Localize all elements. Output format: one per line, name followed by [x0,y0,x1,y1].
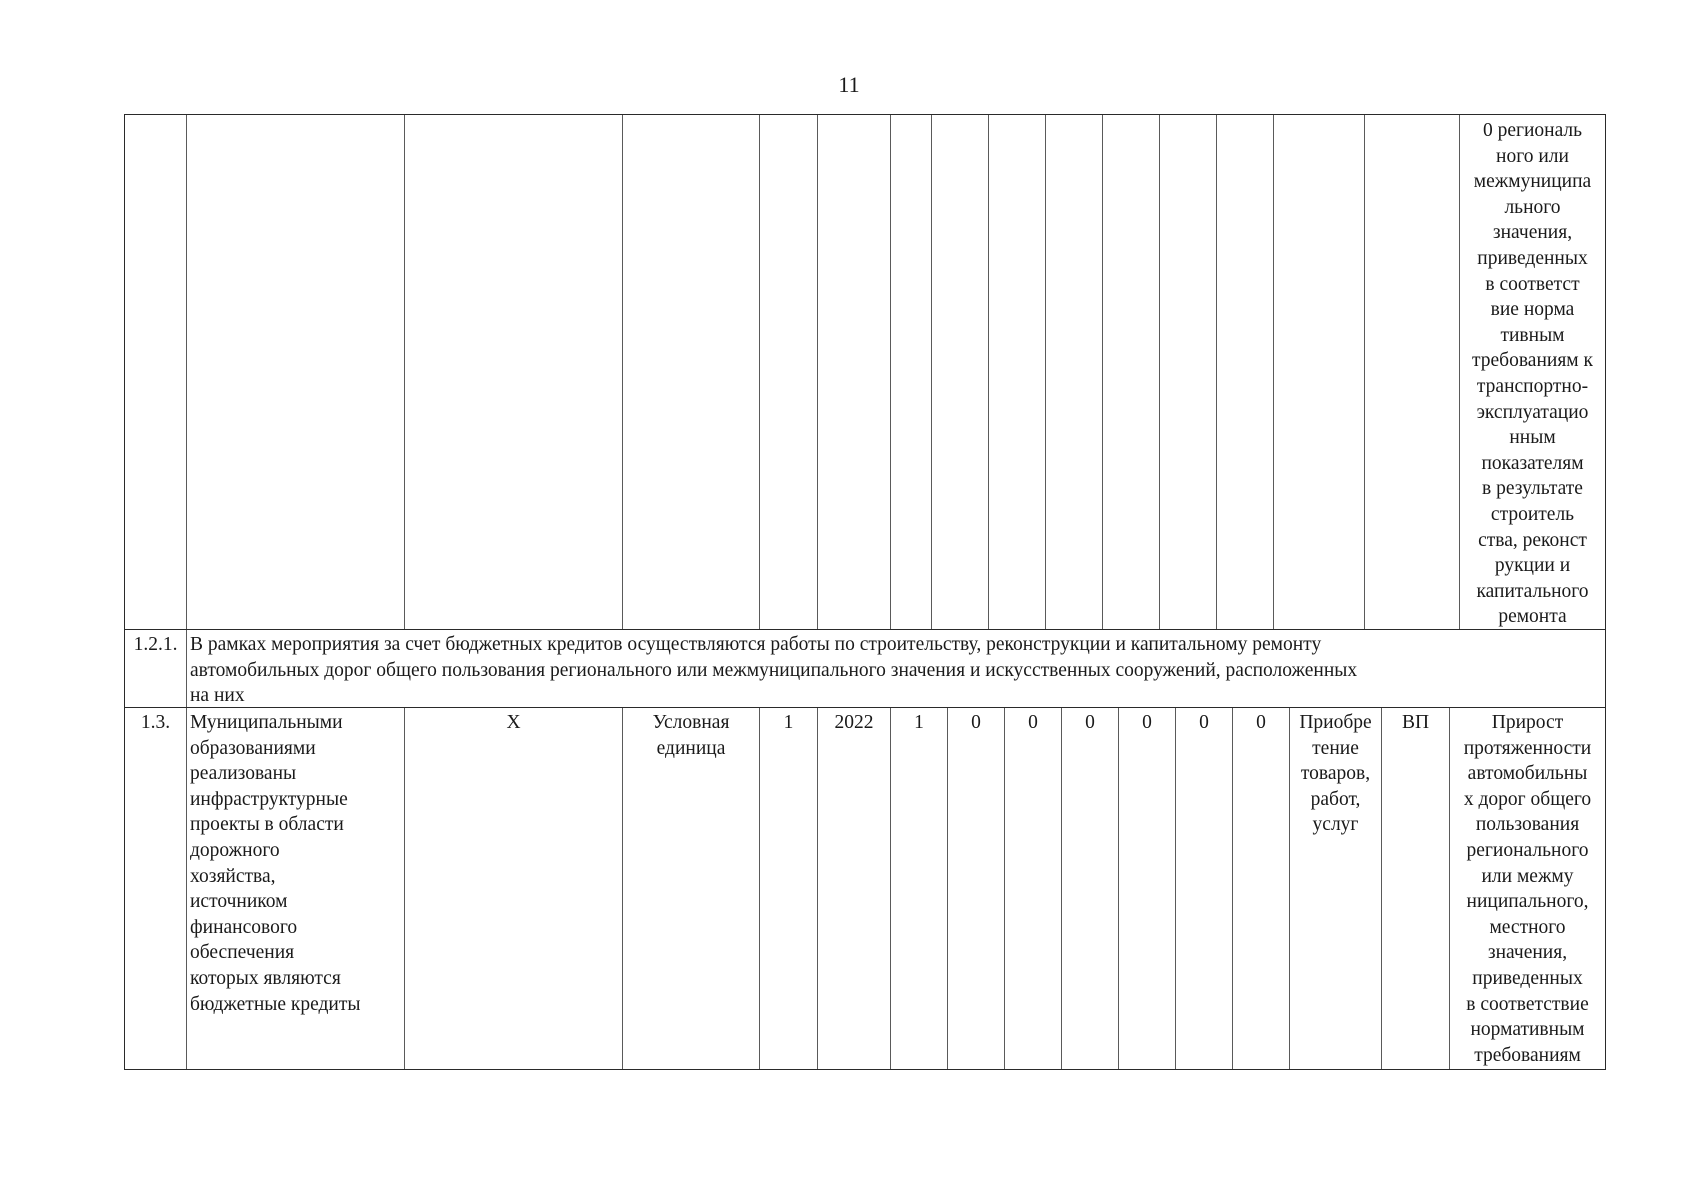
result-line: эксплуатацио [1476,401,1589,423]
description-line: автомобильных дорог общего пользования регионального или межмуниципального значения и искусственных сооружений, расположенных [190,659,1358,681]
name-line: реализованы [190,763,297,785]
cell-code [1365,115,1460,629]
result-line: х дорог общего [1463,788,1592,810]
name-line: финансового [190,916,298,938]
cell-type [1274,115,1365,629]
table-row-1-2-1 [124,630,1606,708]
name-line: источником [190,891,288,913]
cell-year-4 [1046,115,1103,629]
result-line: показателям [1481,452,1584,474]
row-number: 1.2.1. [125,630,187,707]
result-line: тивным [1500,324,1565,346]
result-line: значения, [1492,222,1573,244]
result-line: пользования [1475,814,1580,836]
result-line: нормативным [1470,1019,1585,1041]
result-line: ремонта [1498,606,1567,628]
name-line: бюджетные кредиты [190,993,361,1015]
cell-year-value: 0 [1005,708,1062,1069]
result-line: строитель [1490,503,1575,525]
cell-result [1460,115,1605,629]
result-line: протяженности [1463,737,1592,759]
cell-col3: Х [405,708,623,1069]
name-line: дорожного [190,839,280,861]
cell-year-1 [891,115,932,629]
table-row-1-3 [124,708,1606,1070]
result-line: требованиям к [1472,350,1593,372]
cell-year-3 [989,115,1046,629]
result-line: ства, реконст [1478,529,1587,551]
name-line: образованиями [190,737,316,759]
cell-name [187,115,405,629]
result-line: льного [1504,196,1561,218]
result-line: нным [1509,427,1556,449]
result-line: капитального [1476,580,1589,602]
name-line: хозяйства, [190,865,276,887]
name-line: инфраструктурные [190,788,348,810]
cell-type [1290,708,1382,1069]
cell-unit [623,115,760,629]
description-line: В рамках мероприятия за счет бюджетных кредитов осуществляются работы по строительству, реконструкции и капитальному ремонту [190,634,1322,655]
name-line: Муниципальными [190,712,343,733]
result-line: приведенных [1472,967,1583,989]
cell-unit [623,708,760,1069]
cell-year-6 [1160,115,1217,629]
result-line: приведенных [1477,247,1588,269]
type-line: тение [1312,737,1359,759]
cell-base-value [760,115,818,629]
type-line: товаров, [1300,763,1371,785]
result-line: регионального [1466,839,1589,861]
result-line: в соответствие [1466,993,1589,1015]
result-line: в результате [1482,478,1583,500]
unit-line: Условная [652,712,730,733]
result-line: вие норма [1490,299,1575,321]
description-line: на них [190,685,245,707]
page-number: 11 [838,72,860,97]
result-line: 0 региональ [1482,120,1583,141]
row-number: 1.3. [125,708,187,1069]
name-line: обеспечения [190,942,295,964]
result-line: в соответст [1485,273,1580,295]
result-line: требованиям [1474,1044,1581,1066]
cell-base-year [818,115,891,629]
cell-base-value: 1 [760,708,818,1069]
cell-year-value: 0 [1119,708,1176,1069]
cell-number [125,115,187,629]
result-line: значения, [1487,942,1568,964]
cell-result [1450,708,1605,1069]
result-line: местного [1489,916,1566,938]
result-line: межмуниципа [1473,171,1592,193]
result-line: рукции и [1494,555,1571,577]
result-line: Прирост [1491,712,1564,733]
row-description [187,630,1605,707]
cell-year-value: 0 [1233,708,1290,1069]
cell-col3 [405,115,623,629]
indicators-table [124,114,1606,1070]
cell-year-2 [932,115,989,629]
type-line: работ, [1310,788,1361,810]
cell-year-7 [1217,115,1274,629]
name-line: которых являются [190,967,341,989]
unit-line: единица [656,737,726,759]
result-line: ниципального, [1466,891,1589,913]
name-line: проекты в области [190,814,344,836]
cell-name [187,708,405,1069]
result-line: или межму [1481,865,1574,887]
cell-base-year: 2022 [818,708,891,1069]
type-line: Приобре [1299,712,1372,733]
result-line: автомобильны [1467,763,1588,785]
cell-year-value: 0 [948,708,1005,1069]
result-line: ного или [1496,145,1569,167]
type-line: услуг [1312,814,1359,836]
cell-year-value: 0 [1176,708,1233,1069]
cell-year-5 [1103,115,1160,629]
cell-code: ВП [1382,708,1450,1069]
result-line: транспортно- [1476,375,1589,397]
table-row-continuation [124,114,1606,630]
cell-year-value: 0 [1062,708,1119,1069]
cell-year-value: 1 [891,708,948,1069]
